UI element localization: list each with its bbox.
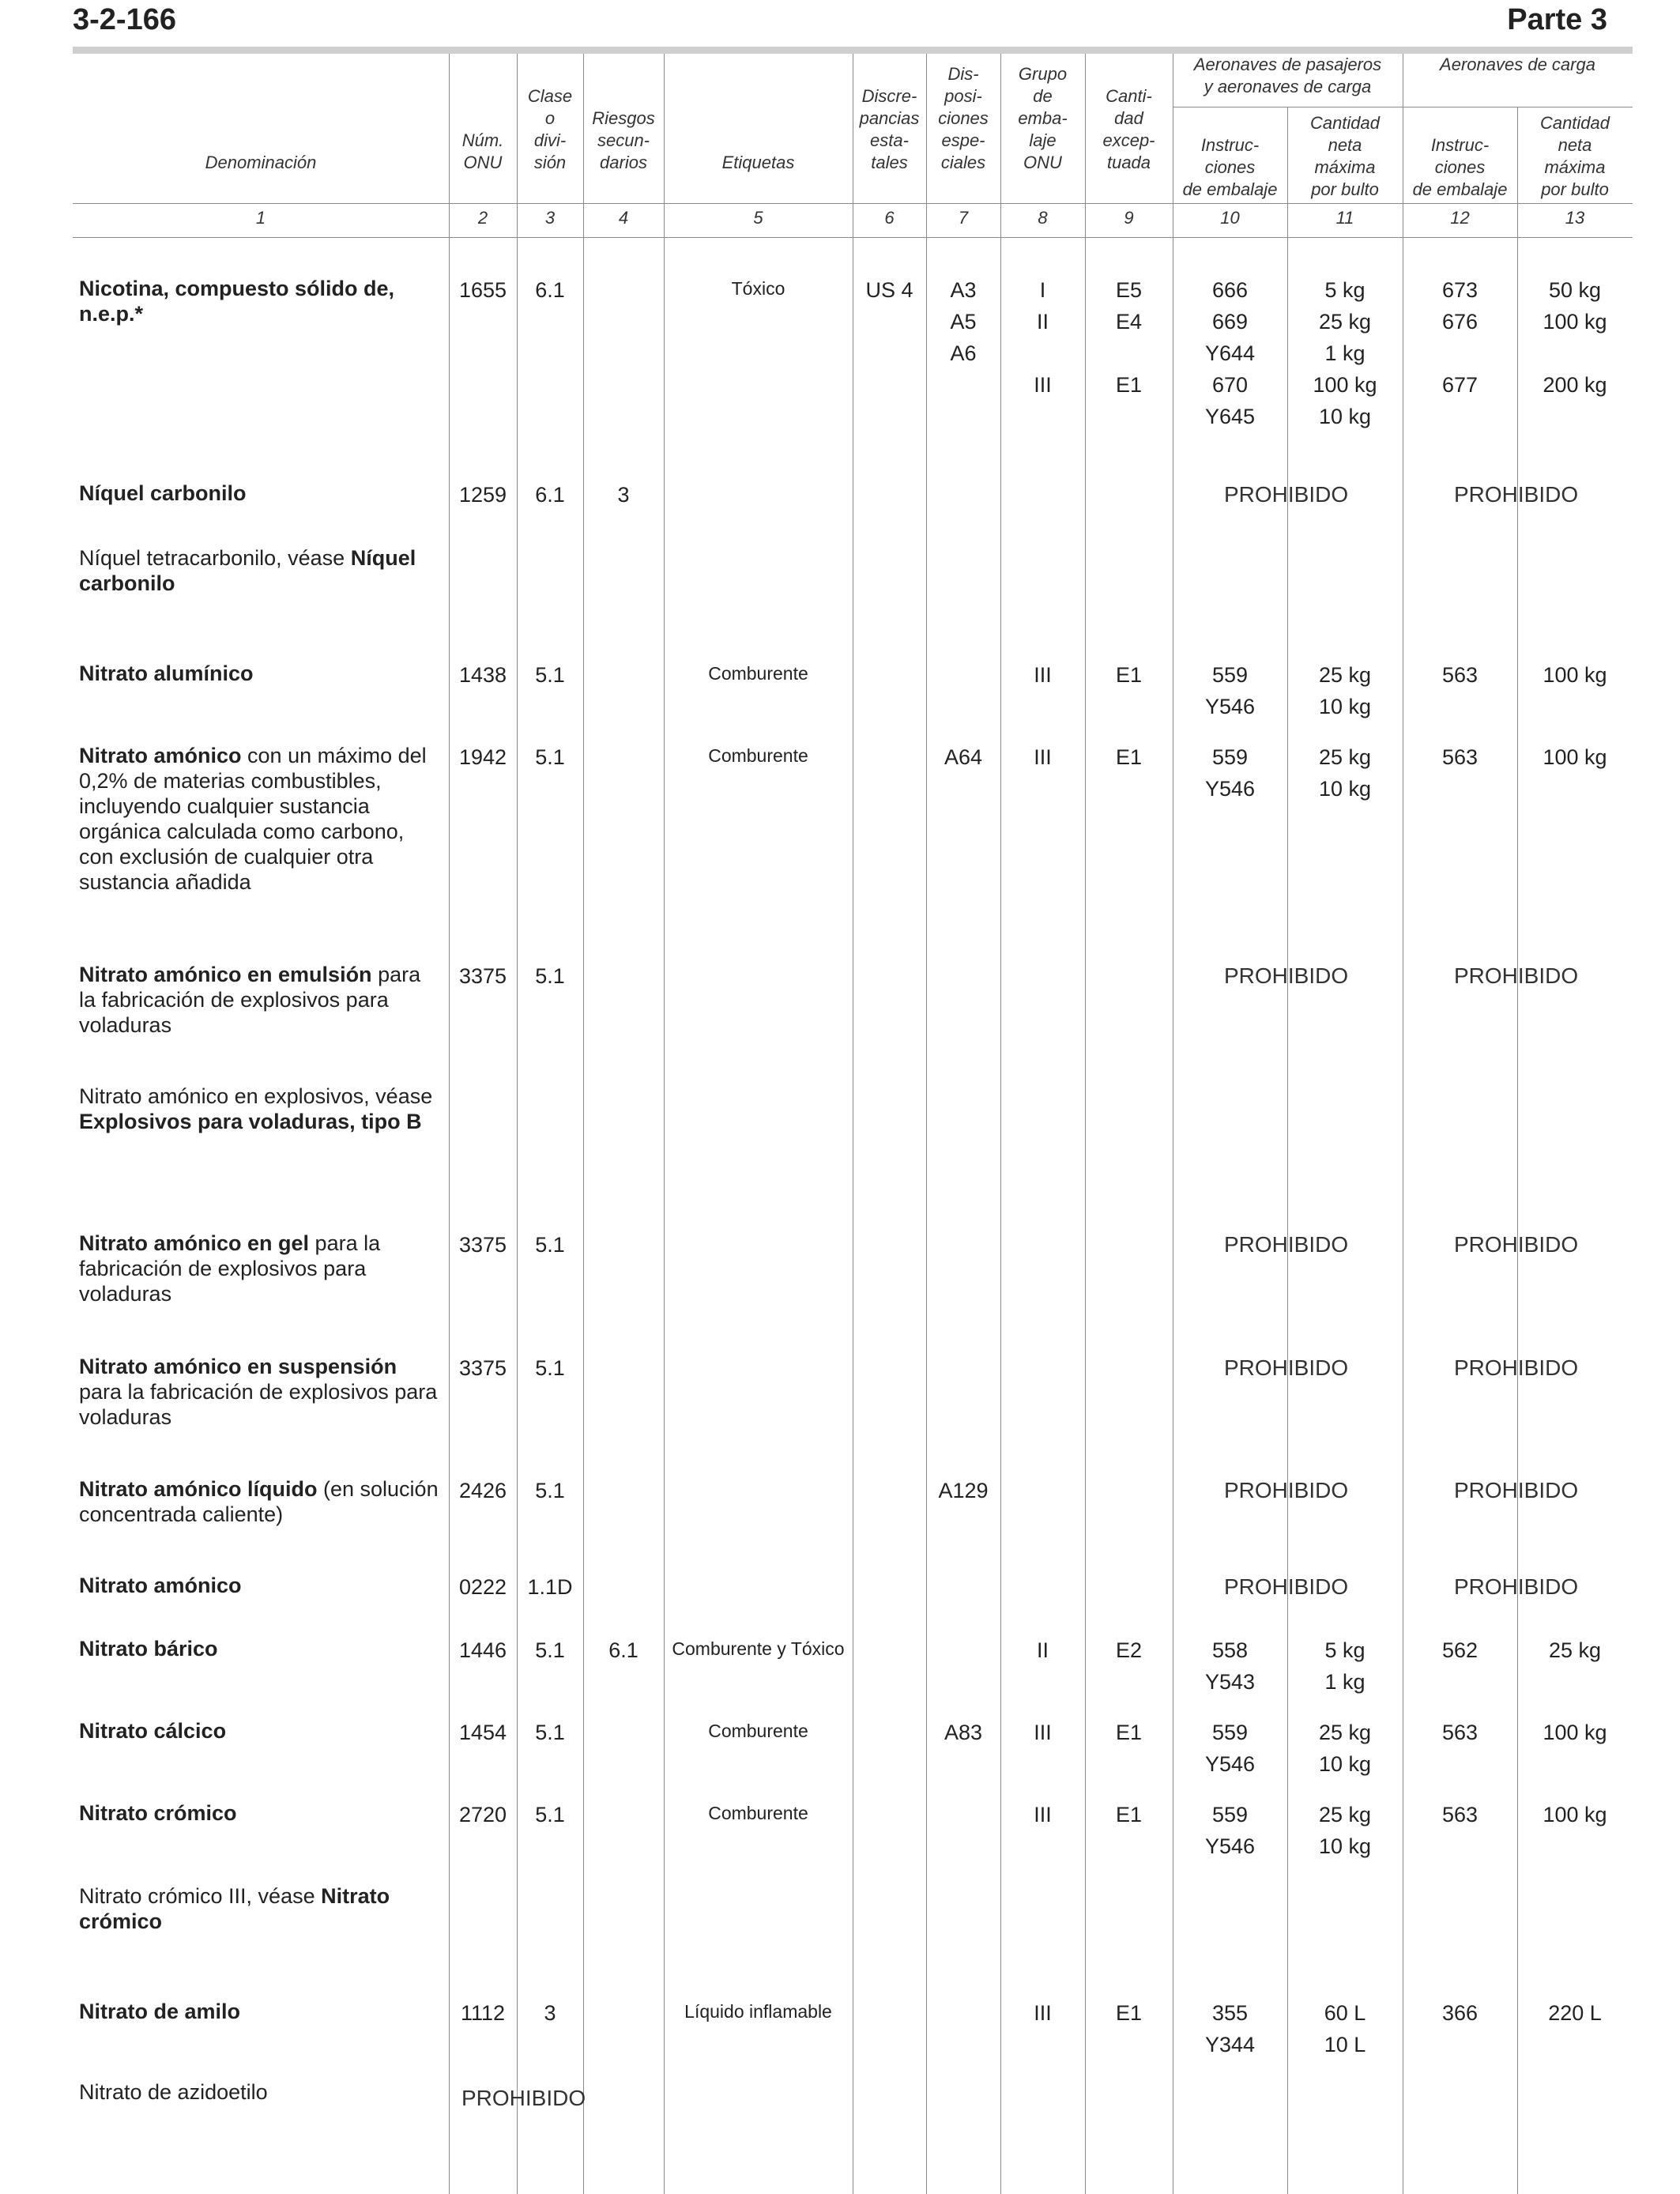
divider <box>73 237 1633 238</box>
cell-clase: 6.1 <box>535 278 565 302</box>
cell-onu: 1454 <box>458 1721 507 1744</box>
substance-name <box>79 1997 443 2024</box>
name-bold: Nitrato cálcico <box>79 1719 227 1743</box>
cell-onu: 1438 <box>458 663 507 687</box>
col-header-num-onu: Núm. ONU <box>461 130 504 172</box>
name-bold: Nitrato amónico <box>79 744 242 767</box>
cell-cant-pas: 25 kg 10 kg <box>1318 1803 1372 1858</box>
cell-grupo: II <box>1036 1638 1049 1662</box>
cell-cant-carga: 50 kg 100 kg 200 kg <box>1543 278 1607 397</box>
name-text: (en solución concentrada caliente) <box>79 1477 439 1526</box>
cell-instr-pas: 559 Y546 <box>1204 663 1256 718</box>
cell-cant-carga: 100 kg <box>1543 745 1607 769</box>
cell-clase: 5.1 <box>535 1233 565 1257</box>
cell-instr-pas: 355 Y344 <box>1204 2001 1256 2056</box>
cell-clase: 3 <box>544 2001 556 2025</box>
name-bold: Nitrato crómico <box>79 1884 390 1933</box>
substance-name <box>79 1571 443 1598</box>
cell-riesgos: 3 <box>617 483 630 507</box>
cell-cant-pas: 25 kg 10 kg <box>1318 663 1372 718</box>
cell-onu: 1446 <box>458 1638 507 1662</box>
substance-name <box>79 1229 443 1306</box>
cell-cant-exc: E2 <box>1115 1638 1143 1662</box>
divider <box>449 54 450 2194</box>
cell-riesgos: 6.1 <box>608 1638 638 1662</box>
prohibited-cargo: PROHIBIDO <box>1454 1232 1579 1257</box>
cell-cant-carga: 25 kg <box>1548 1638 1602 1662</box>
col-header-cantidad-exceptuada: Canti- dad excep- tuada <box>1102 86 1155 172</box>
name-text: para la fabricación de explosivos para voladuras <box>79 963 421 1037</box>
cell-cant-exc: E1 <box>1115 1803 1143 1826</box>
divider <box>517 54 518 2194</box>
cell-instr-carga: 562 <box>1441 1638 1478 1662</box>
cell-cant-pas: 25 kg 10 kg <box>1318 1721 1372 1776</box>
substance-name <box>79 2078 443 2105</box>
substance-name <box>79 1634 443 1661</box>
cell-cant-exc: E1 <box>1115 663 1143 687</box>
col-number: 1 <box>255 208 266 228</box>
top-rule <box>73 47 1633 54</box>
divider <box>1517 107 1518 2194</box>
name-bold: Nitrato crómico <box>79 1801 237 1825</box>
cell-onu: 0222 <box>458 1575 507 1599</box>
cell-instr-carga: 563 <box>1441 745 1478 769</box>
cell-etiquetas: Comburente y Tóxico <box>672 1638 845 1659</box>
divider <box>583 54 584 2194</box>
cell-clase: 5.1 <box>535 745 565 769</box>
prohibited-passenger: PROHIBIDO <box>1224 1478 1349 1502</box>
name-bold: Nitrato amónico líquido <box>79 1477 318 1501</box>
name-bold: Nitrato amónico en gel <box>79 1231 310 1255</box>
name-bold: Nicotina, compuesto sólido de, n.e.p.* <box>79 277 395 326</box>
cell-instr-pas: 558 Y543 <box>1204 1638 1256 1694</box>
col-number: 6 <box>884 208 895 228</box>
col-group-pasajeros: Aeronaves de pasajeros y aeronaves de carga <box>1193 55 1382 96</box>
cell-cant-carga: 220 L <box>1548 2001 1602 2025</box>
cell-cant-exc: E1 <box>1115 2001 1143 2025</box>
cell-onu: 2426 <box>458 1479 507 1502</box>
substance-name <box>79 1717 443 1744</box>
col-header-grupo: Grupo de emba- laje ONU <box>1018 64 1068 172</box>
prohibited-cargo: PROHIBIDO <box>1454 1478 1579 1502</box>
cell-etiquetas: Comburente <box>708 1721 808 1741</box>
name-bold: Nitrato amónico en emulsión <box>79 963 372 986</box>
col-header-cant-pasajeros: Cantidad neta máxima por bulto <box>1309 113 1381 199</box>
prohibited-passenger: PROHIBIDO <box>1224 963 1349 988</box>
cell-clase: 5.1 <box>535 1721 565 1744</box>
cell-cant-pas: 5 kg 1 kg <box>1324 1638 1365 1694</box>
cell-etiquetas: Comburente <box>708 1803 808 1823</box>
divider <box>73 203 1633 204</box>
cell-onu: 3375 <box>458 1233 507 1257</box>
col-number: 3 <box>544 208 556 228</box>
col-header-instr-pasajeros: Instruc- ciones de embalaje <box>1182 135 1278 199</box>
substance-name <box>79 960 443 1038</box>
prohibited-passenger: PROHIBIDO <box>1224 1232 1349 1257</box>
substance-name <box>79 741 443 895</box>
name-bold: Nitrato bárico <box>79 1637 218 1661</box>
col-header-discrepancias: Discre- pancias esta- tales <box>859 86 920 172</box>
cell-cant-pas: 5 kg 25 kg 1 kg 100 kg 10 kg <box>1313 278 1377 428</box>
name-text: para la fabricación de explosivos para voladuras <box>79 1231 381 1306</box>
col-number: 2 <box>477 208 488 228</box>
cell-cant-carga: 100 kg <box>1543 1721 1607 1744</box>
cell-clase: 6.1 <box>535 483 565 507</box>
name-bold: Explosivos para voladuras, tipo B <box>79 1110 422 1133</box>
name-text: Níquel tetracarbonilo, véase <box>79 546 351 570</box>
cell-grupo: I II III <box>1034 278 1052 397</box>
cell-onu: 2720 <box>458 1803 507 1826</box>
cell-disposiciones: A3 A5 A6 <box>950 278 977 365</box>
cell-clase: 5.1 <box>535 1479 565 1502</box>
cell-onu: 1942 <box>458 745 507 769</box>
name-text: Nitrato amónico en explosivos, véase <box>79 1084 433 1108</box>
col-number: 13 <box>1565 208 1585 228</box>
name-bold: Nitrato amónico <box>79 1574 242 1597</box>
cell-onu: 1655 <box>458 278 507 302</box>
substance-name <box>79 1475 443 1527</box>
name-bold: Nitrato amónico en suspensión <box>79 1355 397 1378</box>
substance-name <box>79 1799 443 1826</box>
col-header-riesgos: Riesgos secun- darios <box>592 108 655 172</box>
cell-onu: 1259 <box>458 483 507 507</box>
col-number: 11 <box>1335 208 1354 228</box>
cell-grupo: III <box>1034 663 1052 687</box>
prohibited-passenger: PROHIBIDO <box>1224 1355 1349 1380</box>
cell-grupo: III <box>1034 745 1052 769</box>
cell-clase: 5.1 <box>535 964 565 988</box>
cell-grupo: III <box>1034 2001 1052 2025</box>
col-header-cant-carga: Cantidad neta máxima por bulto <box>1539 113 1610 199</box>
substance-name <box>79 479 443 506</box>
name-text: para la fabricación de explosivos para voladuras <box>79 1380 438 1429</box>
substance-name <box>79 1352 443 1430</box>
cell-disposiciones: A83 <box>944 1721 983 1744</box>
prohibited-cargo: PROHIBIDO <box>1454 1355 1579 1380</box>
cell-cant-pas: 25 kg 10 kg <box>1318 745 1372 801</box>
cell-etiquetas: Comburente <box>708 663 808 684</box>
col-number: 5 <box>753 208 763 228</box>
col-number: 4 <box>618 208 629 228</box>
col-header-disposiciones: Dis- posi- ciones espe- ciales <box>938 64 989 172</box>
prohibited-cargo: PROHIBIDO <box>1454 482 1579 507</box>
cell-clase: 5.1 <box>535 1356 565 1380</box>
name-bold: Níquel carbonilo <box>79 481 247 505</box>
cell-clase: 5.1 <box>535 1638 565 1662</box>
cell-cant-pas: 60 L 10 L <box>1324 2001 1366 2056</box>
col-number: 9 <box>1124 208 1134 228</box>
col-header-clase: Clase o divi- sión <box>527 86 573 172</box>
substance-name <box>79 274 443 326</box>
col-header-denominacion: Denominación <box>205 153 317 172</box>
cell-cant-exc: E5 E4 E1 <box>1115 278 1143 397</box>
cell-discrepancias: US 4 <box>865 278 913 302</box>
cell-clase: 1.1D <box>527 1575 573 1599</box>
cell-instr-carga: 563 <box>1441 1803 1478 1826</box>
col-number: 7 <box>958 208 969 228</box>
cell-cant-exc: E1 <box>1115 745 1143 769</box>
cell-instr-pas: 559 Y546 <box>1204 1721 1256 1776</box>
prohibited-passenger: PROHIBIDO <box>1224 482 1349 507</box>
col-header-instr-carga: Instruc- ciones de embalaje <box>1412 135 1508 199</box>
cell-disposiciones: A129 <box>938 1479 989 1502</box>
cell-instr-carga: 563 <box>1441 1721 1478 1744</box>
cell-instr-pas: 666 669 Y644 670 Y645 <box>1204 278 1256 428</box>
substance-name <box>79 1882 443 1934</box>
col-number: 10 <box>1220 208 1240 228</box>
cell-cant-carga: 100 kg <box>1543 663 1607 687</box>
cell-cant-exc: E1 <box>1115 1721 1143 1744</box>
prohibited-entry: PROHIBIDO <box>461 2086 586 2110</box>
substance-name <box>79 544 443 596</box>
col-header-etiquetas: Etiquetas <box>721 153 795 172</box>
col-group-carga: Aeronaves de carga <box>1440 55 1595 74</box>
prohibited-cargo: PROHIBIDO <box>1454 963 1579 988</box>
name-bold: Níquel carbonilo <box>79 546 416 595</box>
cell-etiquetas: Tóxico <box>731 278 785 299</box>
cell-etiquetas: Comburente <box>708 745 808 766</box>
cell-grupo: III <box>1034 1803 1052 1826</box>
name-text: Nitrato crómico III, véase <box>79 1884 322 1908</box>
cell-clase: 5.1 <box>535 663 565 687</box>
col-number: 12 <box>1450 208 1470 228</box>
prohibited-passenger: PROHIBIDO <box>1224 1574 1349 1599</box>
cell-instr-carga: 366 <box>1441 2001 1478 2025</box>
cell-grupo: III <box>1034 1721 1052 1744</box>
prohibited-cargo: PROHIBIDO <box>1454 1574 1579 1599</box>
cell-onu: 3375 <box>458 964 507 988</box>
name-text: con un máximo del 0,2% de materias combustibles, incluyendo cualquier sustancia orgánica calculada como carbono, con exclusión de cualquier otra sustancia añadida <box>79 744 427 894</box>
cell-etiquetas: Líquido inflamable <box>684 2001 832 2022</box>
substance-name <box>79 659 443 686</box>
col-number: 8 <box>1038 208 1048 228</box>
cell-disposiciones: A64 <box>944 745 983 769</box>
cell-instr-carga: 673 676 677 <box>1441 278 1478 397</box>
cell-onu: 3375 <box>458 1356 507 1380</box>
divider <box>926 54 927 2194</box>
cell-instr-carga: 563 <box>1441 663 1478 687</box>
name-text: Nitrato de azidoetilo <box>79 2080 268 2104</box>
substance-name <box>79 1082 443 1134</box>
page-number: 3-2-166 <box>73 3 176 36</box>
cell-onu: 1112 <box>460 2001 506 2025</box>
divider <box>664 54 665 2194</box>
cell-clase: 5.1 <box>535 1803 565 1826</box>
cell-cant-carga: 100 kg <box>1543 1803 1607 1826</box>
name-bold: Nitrato de amilo <box>79 2000 241 2023</box>
name-bold: Nitrato alumínico <box>79 662 254 685</box>
cell-instr-pas: 559 Y546 <box>1204 1803 1256 1858</box>
part-label: Parte 3 <box>1507 3 1607 36</box>
cell-instr-pas: 559 Y546 <box>1204 745 1256 801</box>
